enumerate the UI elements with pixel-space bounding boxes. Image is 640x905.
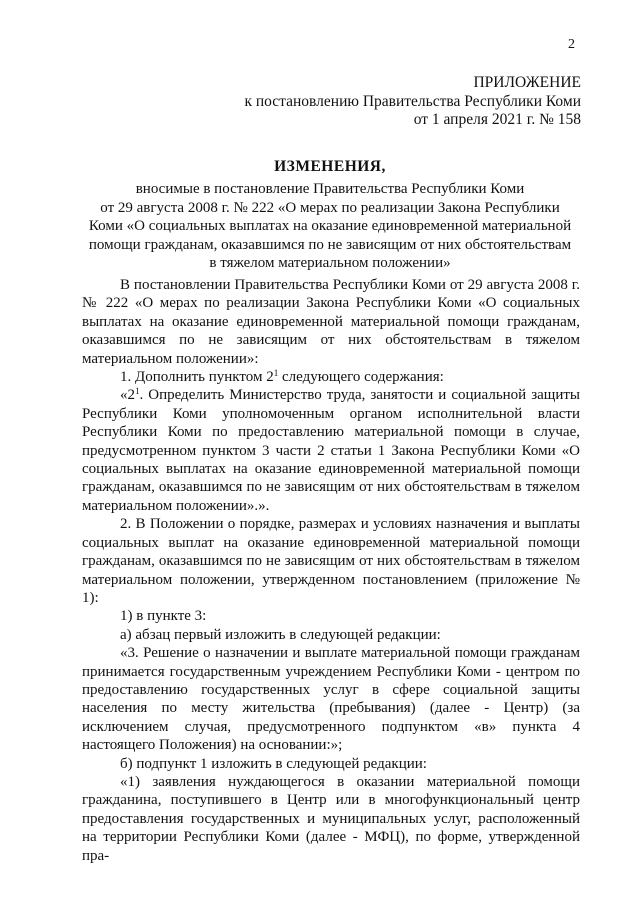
paragraph-quote-3: «3. Решение о назначении и выплате материальной помощи гражданам принимается государственным учреждением Республики Коми - центром по предоставлению государственных услуг в сфере социальной защиты населения по месту жительства (пребывания) (далее - Центр) (за исключением случая, предусмотренного подпунктом «в» пункта 4 настоящего Положения) на основании:»;: [82, 645, 580, 754]
document-body: [82, 276, 580, 865]
paragraph-quote-1: «1) заявления нуждающегося в оказании материальной помощи гражданина, поступившего в Центр или в многофункциональный центр предоставления государственных и муниципальных услуг, расположенный на территории Республики Коми (далее - МФЦ), по форме, утвержденной пра-: [82, 773, 580, 864]
paragraph-intro: В постановлении Правительства Республики Коми от 29 августа 2008 г. № 222 «О мерах по реализации Закона Республики Коми «О социальных выплатах на оказание единовременной материальной помощи гражданам, оказавшимся по не зависящим от них обстоятельствам в тяжелом материальном положении»:: [82, 277, 580, 367]
paragraph-new-point: «$2^1$. Определить Министерство труда, занятости и социальной защиты Республики Коми уполномоченным органом исполнительной власти Республики Коми по предоставлению материальной помощи в случае, предусмотренном пунктом 3 части 2 статьи 1 Закона Республики Коми «О социальных выплатах на оказание единовременной материальной помощи гражданам, оказавшимся по не зависящим от них обстоятельствам в тяжелом материальном положении».».: [82, 386, 580, 514]
title-line-5: в тяжелом материальном положении»: [209, 255, 451, 272]
paragraph-subitem-b: б) подпункт 1 изложить в следующей редакции:: [120, 755, 427, 772]
title-line-1: вносимые в постановление Правительства Республики Коми: [135, 181, 525, 198]
paragraph-item-2: 2. В Положении о порядке, размерах и условиях назначения и выплаты социальных выплат на оказание единовременной материальной помощи гражданам, оказавшимся по не зависящим от них обстоятельствам в тяжелом материальном положении, утвержденном постановлением (приложение № 1):: [82, 516, 580, 606]
title-line-2: от 29 августа 2008 г. № 222 «О мерах по реализации Закона Республики: [100, 199, 560, 216]
document-title: [80, 158, 580, 272]
title-line-3: Коми «О социальных выплатах на оказание единовременной материальной: [88, 218, 572, 235]
appendix-reference: к постановлению Правительства Республики Коми: [244, 92, 581, 110]
appendix-date-number: от 1 апреля 2021 г. № 158: [413, 111, 581, 128]
paragraph-subitem-a: а) абзац первый изложить в следующей редакции:: [120, 626, 441, 643]
paragraph-subitem-1: 1) в пункте 3:: [120, 608, 207, 625]
paragraph-item-1: 1. Дополнить пунктом $2^1$ следующего содержания:: [120, 368, 444, 386]
appendix-header: [244, 74, 581, 130]
page-number: 2: [568, 37, 575, 52]
appendix-label: ПРИЛОЖЕНИЕ: [473, 74, 581, 91]
title-line-4: помощи гражданам, оказавшимся по не зависящим от них обстоятельствам: [88, 236, 572, 253]
title-heading: ИЗМЕНЕНИЯ,: [274, 158, 386, 175]
